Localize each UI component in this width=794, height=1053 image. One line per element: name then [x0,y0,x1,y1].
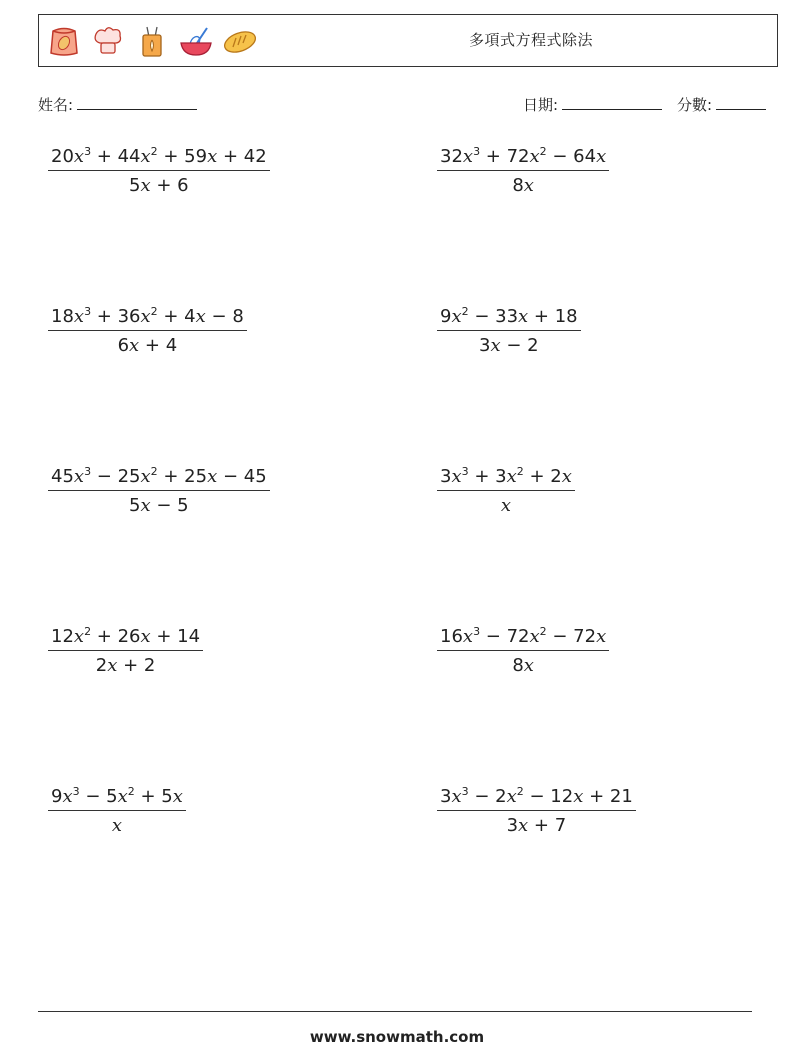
problem-item [437,466,575,516]
fraction [48,306,247,356]
numerator: $45x^3 - 25x^2 + 25x - 45$ [48,466,270,491]
numerator: $3x^3 - 2x^2 - 12x + 21$ [437,786,636,811]
footer-website: www.snowmath.com [309,1028,485,1046]
denominator: 8x [512,175,534,196]
fraction [48,626,203,676]
numerator: $9x^3 - 5x^2 + 5x$ [48,786,186,811]
chef-hat-icon [89,23,127,59]
numerator: $9x^2 - 33x + 18$ [437,306,581,331]
date-label: 日期: [523,96,559,114]
date-blank[interactable] [562,95,662,110]
icon-strip [45,23,259,59]
denominator: 2x + 2 [95,655,156,676]
problem-item [48,626,203,676]
fraction [48,786,186,836]
name-blank[interactable] [77,95,197,110]
fraction [48,146,270,196]
denominator: 6x + 4 [117,335,178,356]
flour-sack-icon [45,23,83,59]
score-field [677,94,766,115]
bread-loaf-icon [221,23,259,59]
fraction [48,466,270,516]
denominator: 3x + 7 [506,815,567,836]
denominator: 3x − 2 [479,335,539,356]
name-label: 姓名: [38,96,74,114]
fraction [437,626,609,676]
problem-item [437,786,636,836]
problem-item [48,466,270,516]
numerator: $18x^3 + 36x^2 + 4x - 8$ [48,306,247,331]
score-blank[interactable] [716,95,766,110]
problem-item [437,306,581,356]
mixing-bowl-whisk-icon [177,23,215,59]
score-label: 分數: [677,96,713,114]
name-field [38,94,197,115]
utensil-holder-icon [133,23,171,59]
date-field [523,94,662,115]
numerator: $3x^3 + 3x^2 + 2x$ [437,466,575,491]
denominator: 5x − 5 [129,495,189,516]
problem-item [48,146,270,196]
problem-item [48,786,186,836]
problem-item [48,306,247,356]
numerator: $16x^3 - 72x^2 - 72x$ [437,626,609,651]
problem-item [437,626,609,676]
fraction [437,306,581,356]
worksheet-header [38,14,778,67]
fraction [437,466,575,516]
fraction [437,146,609,196]
problem-item [437,146,609,196]
worksheet-title: 多項式方程式除法 [469,31,594,49]
denominator: 8x [512,655,534,676]
footer-divider [38,1011,752,1012]
denominator: x [500,495,512,516]
denominator: x [111,815,123,836]
fraction [437,786,636,836]
numerator: $12x^2 + 26x + 14$ [48,626,203,651]
numerator: $20x^3 + 44x^2 + 59x + 42$ [48,146,270,171]
denominator: 5x + 6 [129,175,189,196]
numerator: $32x^3 + 72x^2 - 64x$ [437,146,609,171]
